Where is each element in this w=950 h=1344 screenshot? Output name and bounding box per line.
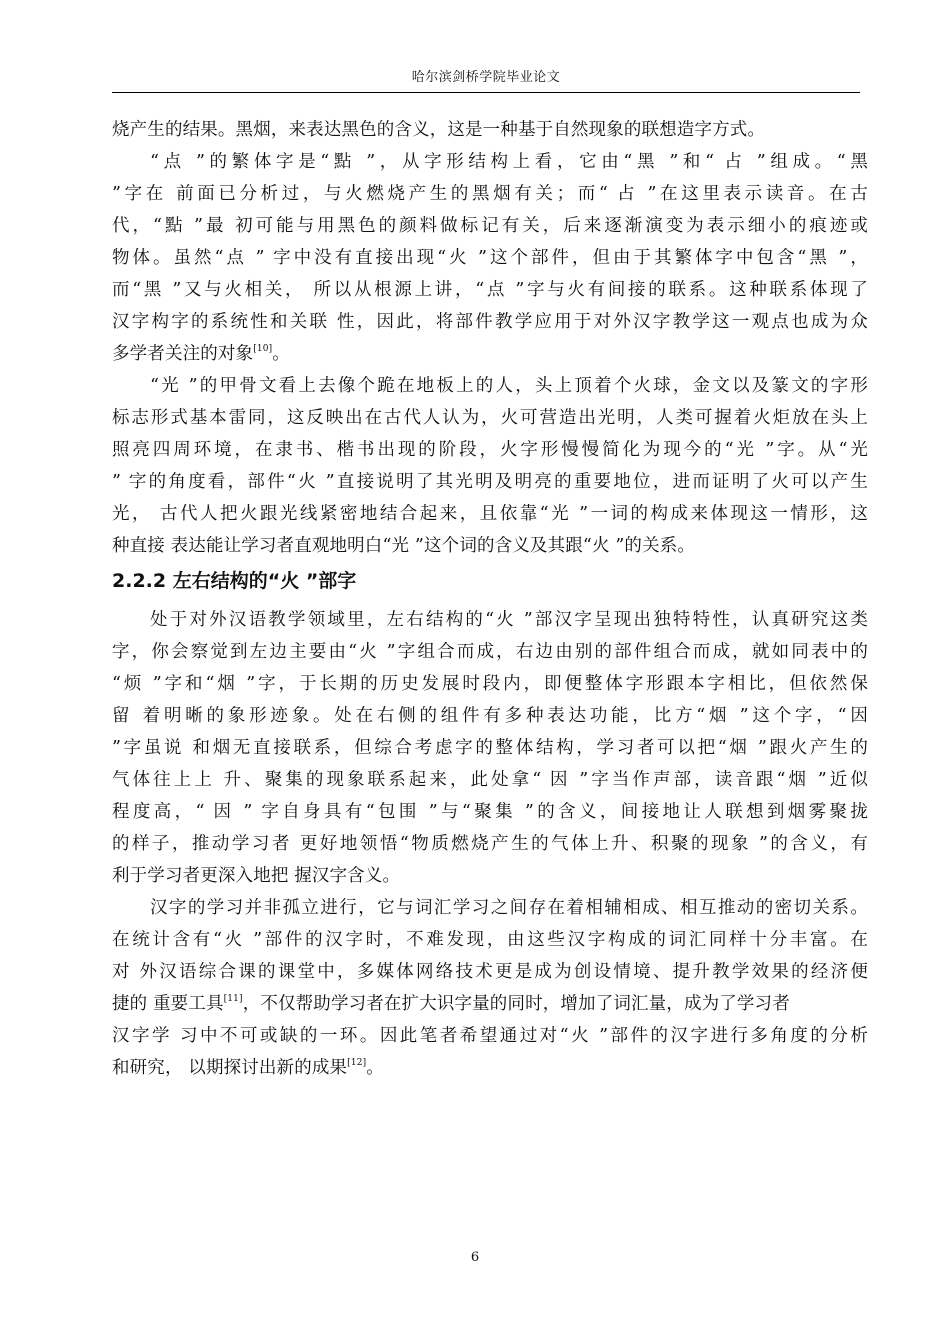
text-line: 在统计含有“火 ”部件的汉字时，不难发现，由这些汉字构成的词汇同样十分丰富。在 — [112, 930, 868, 950]
paragraph — [112, 146, 868, 370]
text-line: 种直接 表达能让学习者直观地明白“光 ”这个词的含义及其跟“火 ”的关系。 — [112, 536, 696, 556]
citation-ref: [12] — [347, 1058, 367, 1068]
line-text: 。 — [366, 1058, 384, 1078]
text-line: 程度高，“ 因 ” 字自身具有“包围 ”与“聚集 ”的含义，间接地让人联想到烟雾聚拢 — [112, 802, 868, 822]
text-line: 物体。虽然“点 ” 字中没有直接出现“火 ”这个部件，但由于其繁体字中包含“黑 ”， — [112, 248, 868, 268]
text-line: 汉字的学习并非孤立进行，它与词汇学习之间存在着相辅相成、相互推动的密切关系。 — [150, 898, 868, 918]
text-line: “光 ”的甲骨文看上去像个跪在地板上的人，头上顶着个火球，金文以及篆文的字形 — [150, 376, 868, 396]
line-text: 多学者关注的对象 — [112, 344, 254, 364]
line-text: 和研究， 以期探讨出新的成果 — [112, 1058, 348, 1078]
document-body — [112, 114, 868, 1084]
text-line: 留 着明晰的象形迹象。处在右侧的组件有多种表达功能，比方“烟 ”这个字，“因 — [112, 706, 868, 726]
text-line: 而“黑 ”又与火相关， 所以从根源上讲，“点 ”字与火有间接的联系。这种联系体现了 — [112, 280, 868, 300]
text-line: 对 外汉语综合课的课堂中，多媒体网络技术更是成为创设情境、提升教学效果的经济便 — [112, 962, 868, 982]
text-line: 字，你会察觉到左边主要由“火 ”字组合而成，右边由别的部件组合而成，就如同表中的 — [112, 642, 868, 662]
text-line: ” 字的角度看，部件“火 ”直接说明了其光明及明亮的重要地位，进而证明了火可以产生 — [112, 472, 868, 492]
text-line: 标志形式基本雷同，这反映出在古代人认为，火可营造出光明，人类可握着火炬放在头上 — [112, 408, 868, 428]
text-line: 的样子，推动学习者 更好地领悟“物质燃烧产生的气体上升、积聚的现象 ”的含义，有 — [112, 834, 868, 854]
line-text: 。 — [272, 344, 290, 364]
page-number: 6 — [470, 1250, 480, 1265]
header-title: 哈尔滨剑桥学院毕业论文 — [411, 70, 561, 85]
text-line: ”字在 前面已分析过，与火燃烧产生的黑烟有关；而“ 占 ”在这里表示读音。在古 — [112, 184, 868, 204]
paragraph — [112, 114, 868, 146]
citation-ref: [11] — [223, 994, 243, 1004]
text-line: ”字虽说 和烟无直接联系，但综合考虑字的整体结构，学习者可以把“烟 ”跟火产生的 — [112, 738, 868, 758]
page-header — [112, 66, 860, 93]
text-line — [112, 1052, 868, 1084]
paragraph — [112, 370, 868, 562]
text-line: 利于学习者更深入地把 握汉字含义。 — [112, 866, 401, 886]
text-line: “点 ”的繁体字是“點 ”，从字形结构上看，它由“黑 ”和“ 占 ”组成。“黑 — [150, 152, 868, 172]
line-text: ，不仅帮助学习者在扩大识字量的同时，增加了词汇量，成为了学习者 — [242, 994, 790, 1014]
paragraph — [112, 892, 868, 1084]
line-text: 捷的 重要工具 — [112, 994, 224, 1014]
text-line: 光， 古代人把火跟光线紧密地结合起来，且依靠“光 ”一词的构成来体现这一情形，这 — [112, 504, 868, 524]
citation-ref: [10] — [253, 344, 273, 354]
text-line — [112, 988, 868, 1020]
text-line: 气体往上上 升、聚集的现象联系起来，此处拿“ 因 ”字当作声部，读音跟“烟 ”近似 — [112, 770, 868, 790]
text-line — [112, 338, 868, 370]
text-line: 汉字构字的系统性和关联 性，因此，将部件教学应用于对外汉字教学这一观点也成为众 — [112, 312, 868, 332]
text-line: 汉字学 习中不可或缺的一环。因此笔者希望通过对“火 ”部件的汉字进行多角度的分析 — [112, 1026, 868, 1046]
text-line: 照亮四周环境，在隶书、楷书出现的阶段，火字形慢慢简化为现今的“光 ”字。从“光 — [112, 440, 868, 460]
paragraph — [112, 604, 868, 892]
text-line: “烦 ”字和“烟 ”字，于长期的历史发展时段内，即便整体字形跟本字相比，但依然保 — [112, 674, 868, 694]
text-line: 烧产生的结果。黑烟，来表达黑色的含义，这是一种基于自然现象的联想造字方式。 — [112, 120, 766, 140]
text-line: 代，“點 ”最 初可能与用黑色的颜料做标记有关，后来逐渐演变为表示细小的痕迹或 — [112, 216, 868, 236]
section-heading: 2.2.2 左右结构的“火 ”部字 — [112, 570, 357, 592]
text-line: 处于对外汉语教学领域里，左右结构的“火 ”部汉字呈现出独特特性，认真研究这类 — [150, 610, 868, 630]
